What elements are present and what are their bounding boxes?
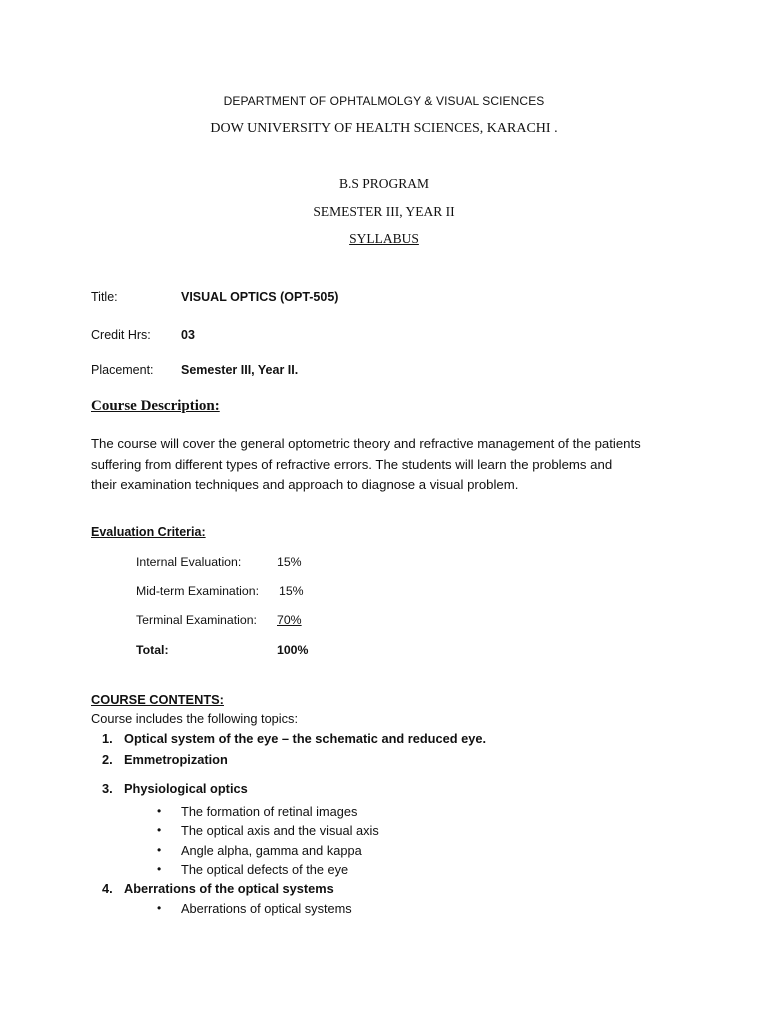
bullet-icon: • <box>157 901 162 915</box>
topic-item: Optical system of the eye – the schematic and reduced eye. <box>124 731 487 746</box>
topic-item: Physiological optics <box>124 781 248 796</box>
description-line: suffering from different types of refractive errors. The students will learn the problems and <box>91 456 613 472</box>
topic-number: 2. <box>102 752 113 767</box>
bullet-item: Aberrations of optical systems <box>181 901 352 916</box>
bullet-item: The optical defects of the eye <box>181 862 349 877</box>
bullet-icon: • <box>157 843 162 857</box>
topic-item: Emmetropization <box>124 752 228 767</box>
description-line: The course will cover the general optometric theory and refractive management of the patients <box>91 436 641 451</box>
eval-terminal-label: Terminal Examination: <box>136 613 257 627</box>
course-contents-heading: COURSE CONTENTS: <box>91 692 224 707</box>
semester-line: SEMESTER III, YEAR II <box>313 204 455 219</box>
eval-total-value: 100% <box>277 643 309 657</box>
eval-internal-value: 15% <box>277 555 302 569</box>
department-name: DEPARTMENT OF OPHTALMOLGY & VISUAL SCIENCES <box>223 94 545 108</box>
topic-number: 1. <box>102 731 113 746</box>
topic-item: Aberrations of the optical systems <box>124 881 334 896</box>
course-description-heading: Course Description: <box>91 398 220 414</box>
topic-number: 4. <box>102 881 113 896</box>
course-description-text <box>91 434 691 496</box>
bullet-item: The optical axis and the visual axis <box>181 823 379 838</box>
bullet-icon: • <box>157 823 162 837</box>
topic-number: 3. <box>102 781 113 796</box>
placement-label: Placement: <box>91 363 154 377</box>
eval-total-label: Total: <box>136 643 169 657</box>
placement-value: Semester III, Year II. <box>181 363 299 377</box>
eval-internal-label: Internal Evaluation: <box>136 555 242 569</box>
eval-midterm-label: Mid-term Examination: <box>136 584 260 598</box>
syllabus-heading: SYLLABUS <box>349 231 419 246</box>
description-line: their examination techniques and approach to diagnose a visual problem. <box>91 477 519 492</box>
evaluation-criteria-heading: Evaluation Criteria: <box>91 525 206 539</box>
course-contents-intro: Course includes the following topics: <box>91 711 298 726</box>
bullet-icon: • <box>157 804 162 818</box>
eval-terminal-value: 70% <box>277 613 302 627</box>
eval-midterm-value: 15% <box>279 584 304 598</box>
credit-hours-value: 03 <box>181 328 195 342</box>
title-label: Title: <box>91 290 118 304</box>
bullet-item: Angle alpha, gamma and kappa <box>181 843 362 858</box>
program-name: B.S PROGRAM <box>338 176 430 191</box>
bullet-icon: • <box>157 862 162 876</box>
bullet-item: The formation of retinal images <box>181 804 358 819</box>
credit-hours-label: Credit Hrs: <box>91 328 151 342</box>
university-name: DOW UNIVERSITY OF HEALTH SCIENCES, KARACHI . <box>210 121 558 136</box>
title-value: VISUAL OPTICS (OPT-505) <box>181 290 339 304</box>
